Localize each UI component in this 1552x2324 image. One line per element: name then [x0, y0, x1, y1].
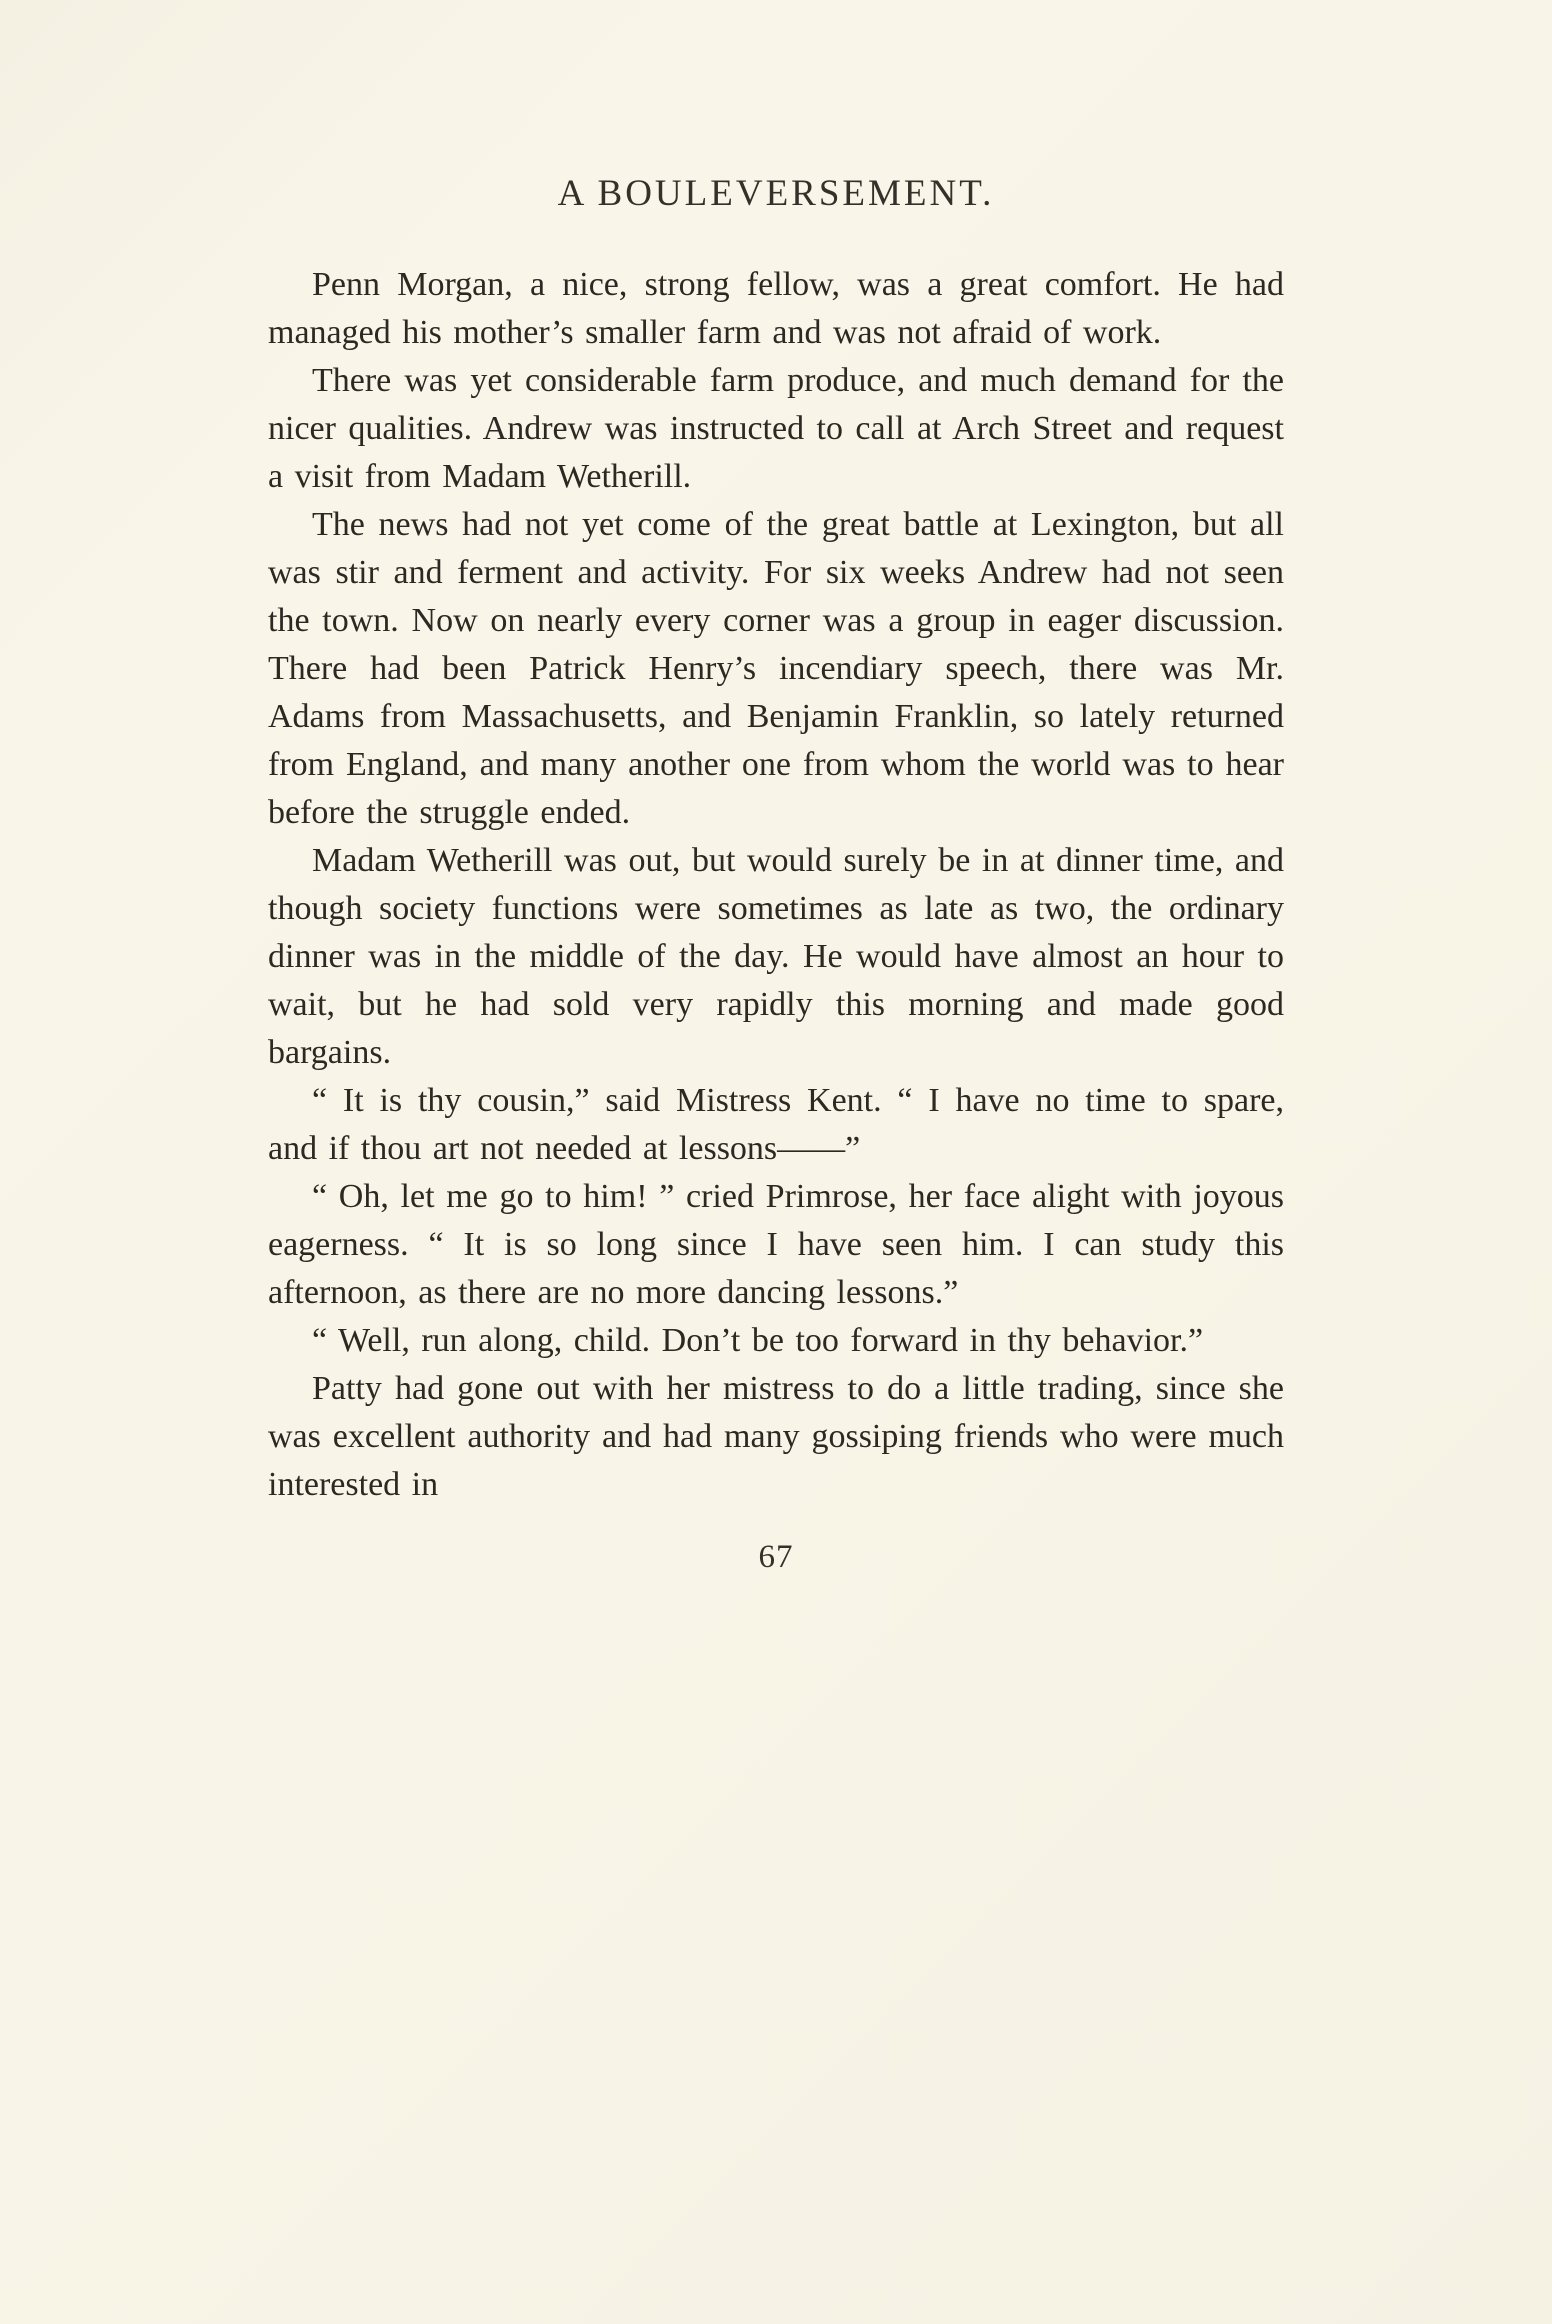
page-number: 67	[758, 1539, 794, 1575]
paragraph: Patty had gone out with her mistress to do a little trading, since she was excellent authority and had many gossiping friends who were much interested in	[268, 1370, 1284, 1503]
paragraph: The news had not yet come of the great battle at Lexington, but all was stir and ferment and activity. For six weeks Andrew had not seen the town. Now on nearly every corner was a group in eager discussion. There had been Patrick Henry’s incendiary speech, there was Mr. Adams from Massachusetts, and Benjamin Franklin, so lately returned from England, and many another one from whom the world was to hear before the struggle ended.	[268, 506, 1284, 831]
paragraph: “ Well, run along, child. Don’t be too forward in thy behavior.”	[312, 1322, 1204, 1359]
body-text	[268, 261, 1284, 1509]
paragraph: There was yet considerable farm produce, and much demand for the nicer qualities. Andrew was instructed to call at Arch Street and request a visit from Madam Wetherill.	[268, 362, 1284, 495]
paragraph: “ Oh, let me go to him! ” cried Primrose, her face alight with joyous eagerness. “ It is so long since I have seen him. I can study this afternoon, as there are no more dancing lessons.”	[268, 1178, 1284, 1311]
paragraph: Penn Morgan, a nice, strong fellow, was a great comfort. He had managed his mother’s smaller farm and was not afraid of work.	[268, 266, 1284, 351]
paragraph: Madam Wetherill was out, but would surely be in at dinner time, and though society functions were sometimes as late as two, the ordinary dinner was in the middle of the day. He would have almost an hour to wait, but he had sold very rapidly this morning and made good bargains.	[268, 842, 1284, 1071]
paragraph: “ It is thy cousin,” said Mistress Kent. “ I have no time to spare, and if thou art not needed at lessons——”	[268, 1082, 1284, 1167]
page-title: A BOULEVERSEMENT.	[557, 173, 995, 214]
text-block	[268, 0, 1284, 1576]
